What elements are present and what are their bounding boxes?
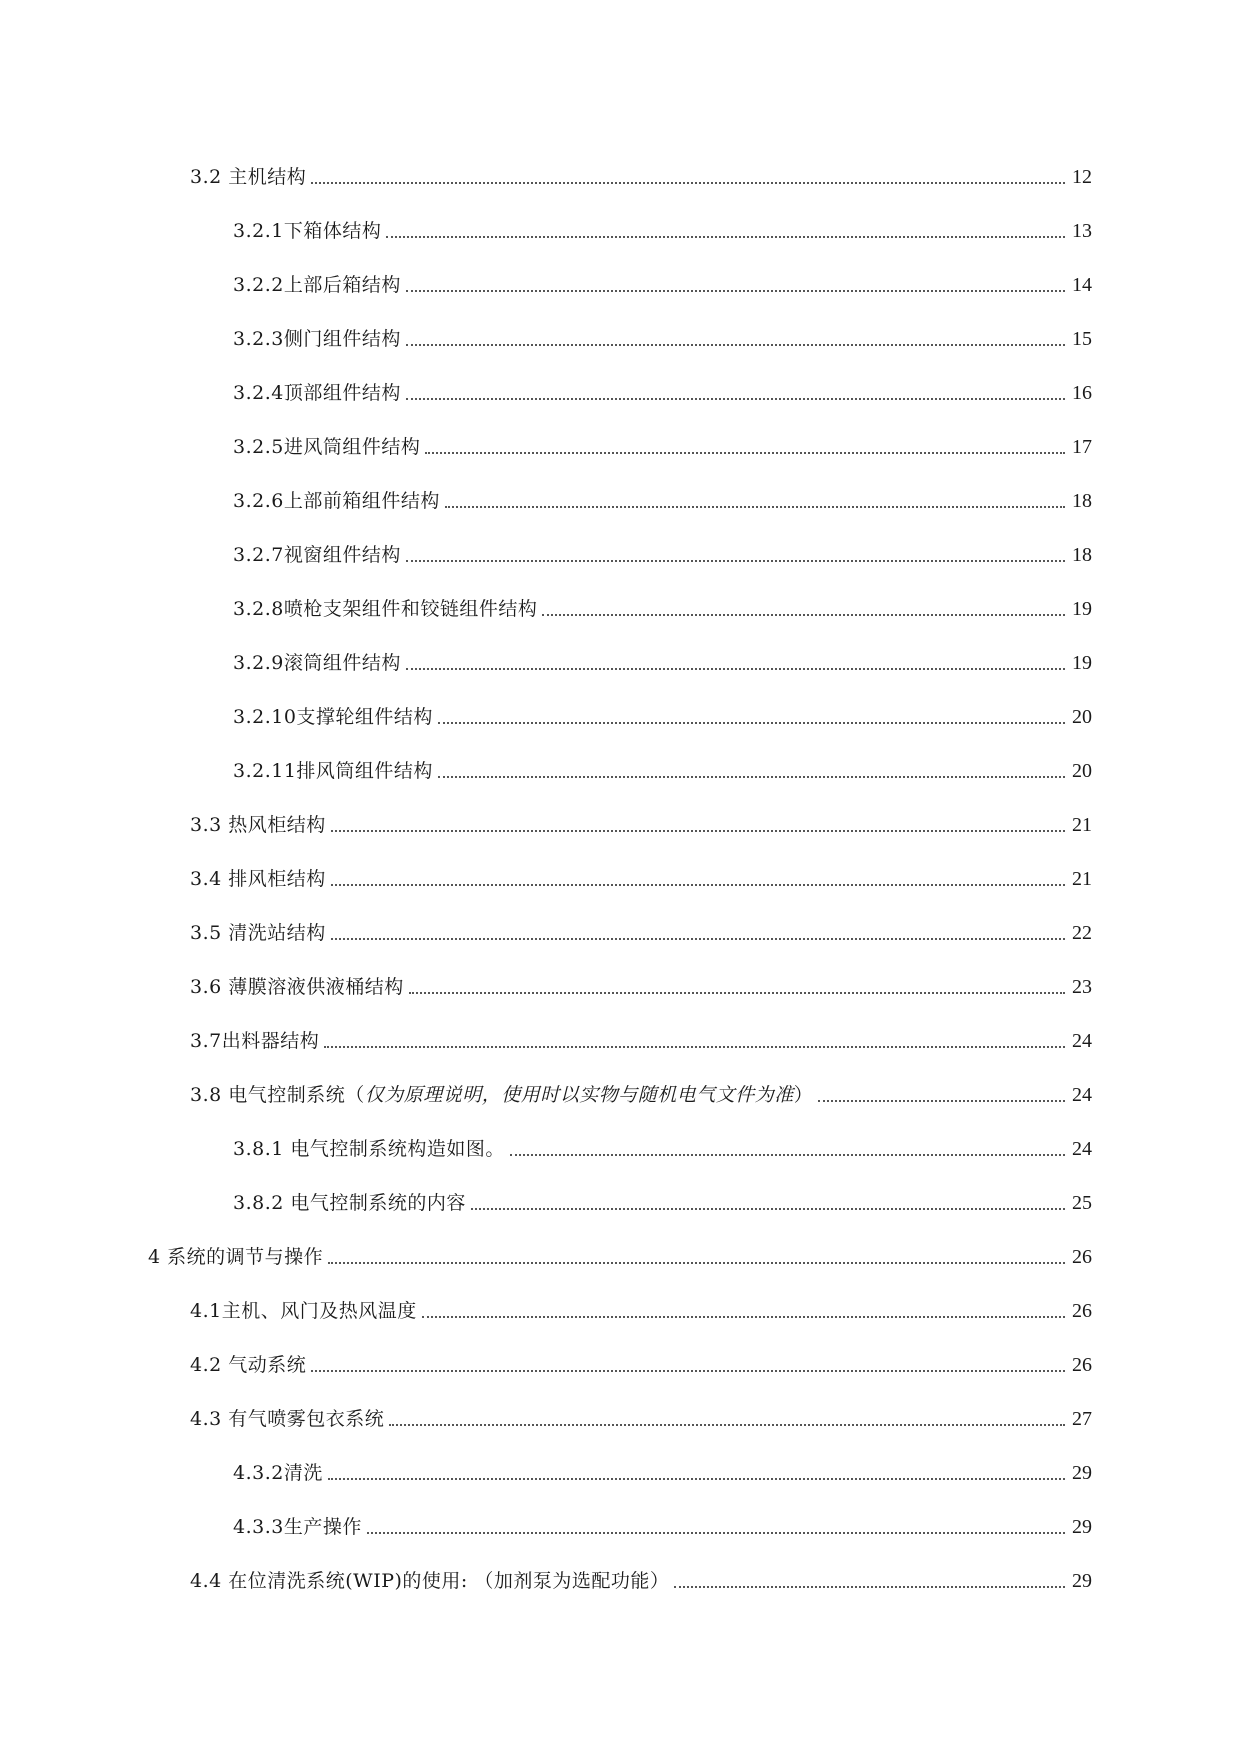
toc-entry-label [233,759,433,783]
dot-leader [331,884,1065,886]
toc-page-number: 29 [1072,1516,1092,1538]
toc-entry-label [190,1299,417,1323]
toc-entry-label-italic: 仅为原理说明，使用时以实物与随机电气文件为准 [364,1084,794,1106]
toc-entry-line [148,1245,1092,1269]
toc-entry-label-text: 3.6 薄膜溶液供液桶结构 [190,976,404,998]
toc-entry-label-text: 3.3 热风柜结构 [190,814,326,836]
toc-page-number: 29 [1072,1570,1092,1592]
toc-entry-label-text: 4.1主机、风门及热风温度 [190,1300,417,1322]
toc-page-number: 17 [1072,436,1092,458]
toc-entry-line [190,1407,1092,1431]
dot-leader [406,290,1065,292]
toc-entry-label-text: 3.8.2 电气控制系统的内容 [233,1192,466,1214]
toc-entry-label [190,1029,319,1053]
dot-leader [425,452,1065,454]
toc-entry-line [190,1353,1092,1377]
toc-page-number: 26 [1072,1246,1092,1268]
toc-entry-line [190,1029,1092,1053]
dot-leader [324,1046,1065,1048]
toc-entry-line [190,921,1092,945]
toc-entry-line [233,381,1092,405]
toc-entry-label [233,543,401,567]
toc-page-number: 23 [1072,976,1092,998]
toc-entry[interactable] [0,366,1241,420]
toc-entry-label [190,867,326,891]
toc-entry-line [233,435,1092,459]
toc-entry-line [233,705,1092,729]
toc-entry[interactable] [0,474,1241,528]
toc-entry-label [233,273,401,297]
toc-entry-label-text: 4.2 气动系统 [190,1354,307,1376]
toc-entry-line [233,1461,1092,1485]
dot-leader [406,668,1065,670]
toc-entry-label-text: 3.2.6上部前箱组件结构 [233,490,440,512]
dot-leader [331,830,1065,832]
toc-entry[interactable] [0,744,1241,798]
toc-entry[interactable] [0,1284,1241,1338]
toc-entry-label-text: 3.2.10支撑轮组件结构 [233,706,433,728]
toc-entry[interactable] [0,1176,1241,1230]
toc-entry-label [233,219,381,243]
dot-leader [367,1532,1065,1534]
toc-entry-label-text: 3.5 清洗站结构 [190,922,326,944]
toc-page-number: 24 [1072,1084,1092,1106]
toc-entry-line [233,1515,1092,1539]
toc-entry-label [190,165,306,189]
toc-entry-label [148,1245,323,1269]
dot-leader [471,1208,1065,1210]
toc-entry[interactable] [0,906,1241,960]
toc-page-number: 27 [1072,1408,1092,1430]
toc-entry-line [190,813,1092,837]
dot-leader [311,1370,1065,1372]
toc-entry-line [233,219,1092,243]
toc-page-number: 18 [1072,490,1092,512]
toc-entry-label [233,1461,323,1485]
toc-entry-label-text: 4 系统的调节与操作 [148,1246,324,1268]
toc-entry-label-text: 4.3.3生产操作 [233,1516,362,1538]
toc-entry-line [233,1137,1092,1161]
toc-entry-line [233,273,1092,297]
toc-page-number: 19 [1072,598,1092,620]
toc-entry[interactable] [0,1122,1241,1176]
toc-entry-label-text: 4.3.2清洗 [233,1462,323,1484]
toc-entry-line [233,1191,1092,1215]
toc-entry-label [233,705,433,729]
toc-page-number: 16 [1072,382,1092,404]
dot-leader [311,182,1065,184]
dot-leader [542,614,1065,616]
dot-leader [406,344,1065,346]
toc-entry-label-text: 3.8 电气控制系统（ [190,1084,365,1106]
toc-page-number: 20 [1072,706,1092,728]
toc-entry[interactable] [0,258,1241,312]
toc-entry-label-text: 3.2.2上部后箱结构 [233,274,401,296]
toc-entry-label-text: 3.4 排风柜结构 [190,868,326,890]
toc-entry-label-text: 3.2.3侧门组件结构 [233,328,401,350]
toc-entry-label [190,921,326,945]
toc-page-number: 13 [1072,220,1092,242]
toc-entry-label [233,381,401,405]
toc-entry-line [233,489,1092,513]
toc-entry-label-text: 3.8.1 电气控制系统构造如图。 [233,1138,505,1160]
toc-entry-label-text: 4.4 在位清洗系统(WIP)的使用: （加剂泵为选配功能） [190,1570,670,1592]
toc-entry-label [190,1407,384,1431]
toc-page-number: 18 [1072,544,1092,566]
toc-entry-line [190,975,1092,999]
toc-entry[interactable] [0,420,1241,474]
toc-entry[interactable] [0,960,1241,1014]
toc-entry-label [233,327,401,351]
toc-entry-label-text: 3.2.4顶部组件结构 [233,382,401,404]
toc-entry[interactable] [0,1230,1241,1284]
toc-entry[interactable] [0,852,1241,906]
toc-entry[interactable] [0,636,1241,690]
toc-entry-label [190,813,326,837]
toc-entry-label [233,435,420,459]
toc-entry-label-text: 3.2.11排风筒组件结构 [233,760,433,782]
toc-entry-label [233,1515,362,1539]
toc-page-number: 29 [1072,1462,1092,1484]
toc-page-number: 12 [1072,166,1092,188]
toc-page-number: 14 [1072,274,1092,296]
toc-entry[interactable] [0,1446,1241,1500]
toc-entry-label-text: 3.2.5进风筒组件结构 [233,436,421,458]
toc-entry-label-text: 3.2.7视窗组件结构 [233,544,401,566]
toc-entry-label [233,1191,466,1215]
toc-entry-label [233,597,537,621]
dot-leader [386,236,1065,238]
toc-entry[interactable] [0,582,1241,636]
table-of-contents [0,150,1241,1608]
toc-entry-line [190,867,1092,891]
toc-entry[interactable] [0,150,1241,204]
toc-entry-label-text: 3.7出料器结构 [190,1030,320,1052]
dot-leader [422,1316,1065,1318]
toc-page-number: 22 [1072,922,1092,944]
toc-entry[interactable] [0,204,1241,258]
dot-leader [406,398,1065,400]
toc-page-number: 25 [1072,1192,1092,1214]
toc-entry-line [190,1083,1092,1107]
dot-leader [674,1586,1065,1588]
dot-leader [438,722,1065,724]
toc-entry-line [233,651,1092,675]
toc-page-number: 21 [1072,814,1092,836]
toc-entry[interactable] [0,1554,1241,1608]
toc-entry-line [233,597,1092,621]
toc-entry-label-text: 4.3 有气喷雾包衣系统 [190,1408,385,1430]
toc-entry-line [233,543,1092,567]
toc-entry-label [190,1569,669,1593]
toc-entry-label-suffix: ） [793,1084,814,1106]
toc-page-number: 24 [1072,1138,1092,1160]
toc-entry[interactable] [0,1068,1241,1122]
dot-leader [510,1154,1065,1156]
toc-entry[interactable] [0,690,1241,744]
dot-leader [445,506,1065,508]
toc-entry[interactable] [0,1014,1241,1068]
toc-entry-label-text: 3.2.1下箱体结构 [233,220,382,242]
toc-entry-label [233,489,440,513]
toc-entry[interactable] [0,1338,1241,1392]
toc-page-number: 15 [1072,328,1092,350]
toc-entry-line [190,1569,1092,1593]
toc-entry-label-text: 3.2.8喷枪支架组件和铰链组件结构 [233,598,538,620]
toc-entry[interactable] [0,528,1241,582]
dot-leader [818,1100,1065,1102]
toc-entry[interactable] [0,798,1241,852]
toc-entry-label-text: 3.2 主机结构 [190,166,307,188]
toc-entry-label [190,975,404,999]
toc-page-number: 24 [1072,1030,1092,1052]
toc-entry-label [190,1083,813,1107]
toc-entry[interactable] [0,1500,1241,1554]
toc-entry-line [190,165,1092,189]
toc-entry-label-text: 3.2.9滚筒组件结构 [233,652,401,674]
dot-leader [328,1478,1065,1480]
dot-leader [331,938,1065,940]
dot-leader [328,1262,1065,1264]
toc-entry-line [233,759,1092,783]
toc-page-number: 26 [1072,1300,1092,1322]
dot-leader [409,992,1065,994]
toc-entry[interactable] [0,312,1241,366]
dot-leader [406,560,1065,562]
toc-page-number: 21 [1072,868,1092,890]
toc-entry-line [190,1299,1092,1323]
toc-entry-label [233,1137,505,1161]
toc-page-number: 19 [1072,652,1092,674]
dot-leader [389,1424,1065,1426]
toc-entry-line [233,327,1092,351]
toc-entry[interactable] [0,1392,1241,1446]
toc-entry-label [190,1353,306,1377]
toc-page-number: 26 [1072,1354,1092,1376]
dot-leader [438,776,1065,778]
toc-page-number: 20 [1072,760,1092,782]
toc-entry-label [233,651,401,675]
